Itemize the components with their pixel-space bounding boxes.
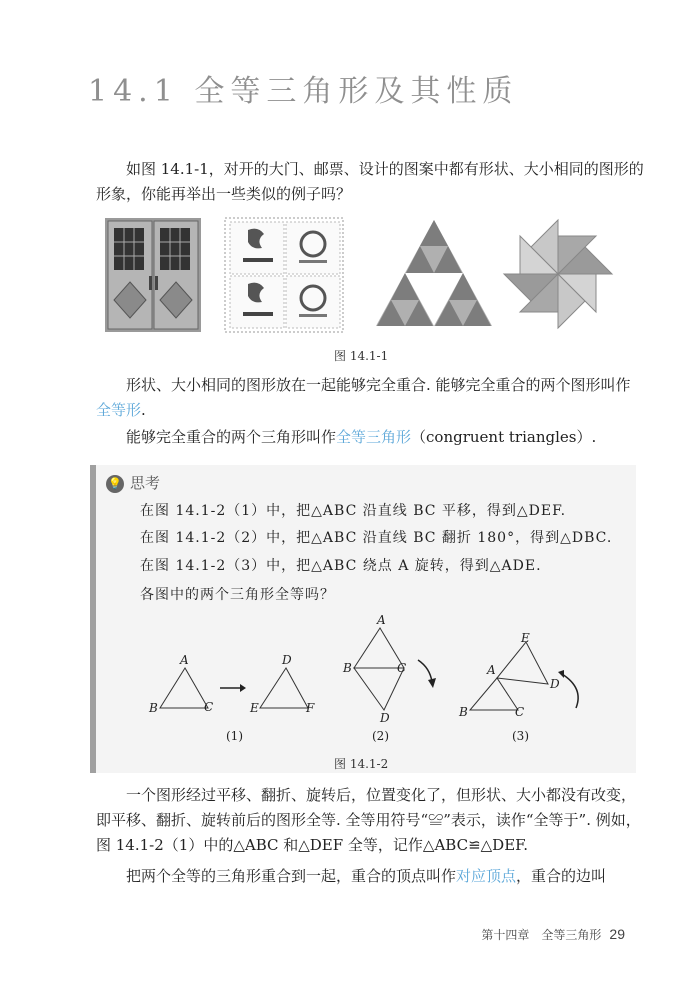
page-number: 29	[609, 926, 625, 942]
term-congruent-triangles: 全等三角形	[336, 428, 412, 446]
label-c: C	[397, 661, 407, 675]
intro-paragraph: 如图 14.1-1，对开的大门、邮票、设计的图案中都有形状、大小相同的图形的形象，你能再举出一些类似的例子吗？	[96, 160, 644, 203]
page-footer	[481, 926, 625, 943]
chapter-label: 第十四章 全等三角形	[481, 928, 602, 942]
sub-label-2: (2)	[372, 729, 389, 743]
label-a: A	[487, 663, 496, 677]
term-corresponding-vertex: 对应顶点	[456, 867, 517, 885]
paragraph-congruence-symbol: 一个图形经过平移、翻折、旋转后，位置变化了，但形状、大小都没有改变，即平移、翻折、旋转前后的图形全等. 全等用符号“≌”表示，读作“全等于”. 例如，图 14.1-2（1）中的△ABC 和△DEF 全等，记作△ABC≌△DEF.	[96, 786, 641, 854]
paragraph-congruent-figures	[96, 373, 644, 423]
section-title: 14.1 全等三角形及其性质	[88, 74, 519, 109]
label-a: A	[377, 613, 386, 627]
triangle-abc-3	[470, 678, 518, 710]
curved-arrow-icon	[418, 660, 436, 688]
text: 把两个全等的三角形重合到一起，重合的顶点叫作	[126, 867, 457, 885]
door-image	[105, 218, 201, 332]
label-e: E	[521, 631, 530, 645]
label-b: B	[149, 701, 158, 715]
label-d: D	[282, 653, 292, 667]
paragraph-corresponding-vertices	[96, 864, 644, 889]
lightbulb-icon: 💡	[106, 475, 124, 493]
label-e: E	[250, 701, 259, 715]
sub-label-1: (1)	[226, 729, 243, 743]
think-line-1: 在图 14.1-2（1）中，把△ABC 沿直线 BC 平移，得到△DEF.	[140, 503, 567, 519]
figure-14-1-2-caption: 图 14.1-2	[334, 757, 389, 771]
paragraph-congruent-triangles	[96, 425, 644, 450]
triangle-ade-3	[497, 642, 548, 684]
figure-14-1-1	[100, 216, 660, 336]
label-a: A	[180, 653, 189, 667]
figure-14-1-2	[140, 612, 610, 752]
pinwheel-image	[504, 220, 612, 328]
text: （congruent triangles）.	[411, 428, 597, 446]
label-c: C	[515, 705, 525, 719]
think-header	[106, 472, 160, 493]
triangle-pattern-image	[376, 220, 492, 326]
label-d: D	[550, 677, 560, 691]
label-d: D	[380, 711, 390, 725]
triangle-def-1	[260, 668, 308, 708]
rotate-arrow-icon	[558, 670, 578, 708]
text: 形状、大小相同的图形放在一起能够完全重合. 能够完全重合的两个图形叫作	[126, 376, 631, 394]
label-f: F	[306, 701, 315, 715]
think-line-4: 各图中的两个三角形全等吗？	[140, 587, 335, 603]
think-line-3: 在图 14.1-2（3）中，把△ABC 绕点 A 旋转，得到△ADE.	[140, 558, 542, 574]
stamp-sheet-image	[225, 218, 343, 332]
label-b: B	[459, 705, 468, 719]
arrow-right-icon	[220, 684, 246, 692]
text: .	[141, 401, 146, 419]
term-congruent-figure: 全等形	[96, 401, 142, 419]
figure-14-1-1-caption: 图 14.1-1	[334, 349, 389, 363]
label-b: B	[343, 661, 352, 675]
text: 能够完全重合的两个三角形叫作	[126, 428, 337, 446]
think-title: 思考	[130, 474, 161, 492]
label-c: C	[204, 700, 214, 714]
triangle-abc-1	[160, 668, 208, 708]
think-line-2: 在图 14.1-2（2）中，把△ABC 沿直线 BC 翻折 180°，得到△DBC.	[140, 530, 613, 546]
sub-label-3: (3)	[512, 729, 529, 743]
text: ，重合的边叫	[516, 867, 607, 885]
